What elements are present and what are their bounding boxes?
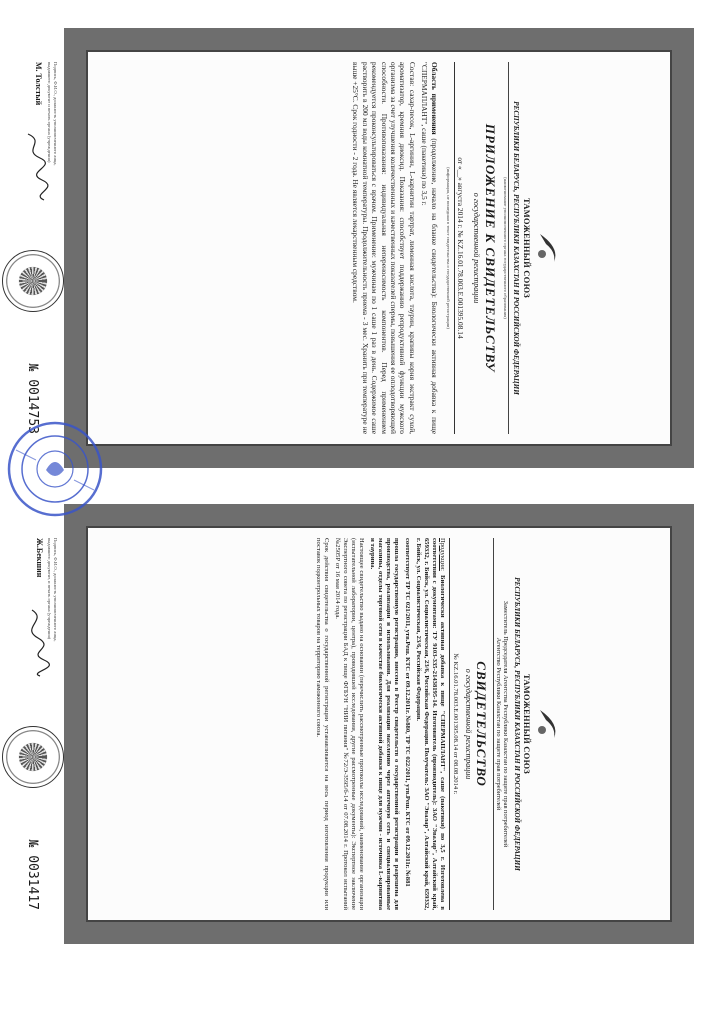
doc-subtitle: о государственной регистрации [472, 192, 482, 304]
compliance-text: соответствует ТР ТС 021/2011, утв.Реш. КТС от 09.12.2011г. №880, ТР ТС 022/2011, утв.Реш. КТС от 09.12.2011г. №881 [404, 538, 412, 887]
scope-text: (продолжение, начало на бланке свидетельства): Биологически активная добавка к пище "СПЕРМАПЛАНТ", саше (пакетики) по 3,5 г. [420, 62, 439, 434]
doc-subtitle: о государственной регистрации [463, 668, 473, 780]
doc-title: СВИДЕТЕЛЬСТВО [473, 661, 489, 787]
issuer-org-line: Агентство Республики Казахстан по защите прав потребителей [493, 538, 502, 910]
signer-name: М. Толстый [34, 62, 44, 106]
official-seal-icon [2, 250, 64, 312]
company-stamp-icon [6, 420, 104, 518]
composition-text: Состав: сахар-песок, L-аргинин, L-карнитин тартрат, лимонная кислота, таурин, крапивы корня экстракт сухой, ароматизатор, кремния диоксид. Показания: способствует поддержанию репродуктивной функции мужского организма за счет улучшения количественных и качественных показателей спермы, повышения ее оплодотворяющей способности. Противопоказания: индивидуальная непереносимость компонентов. Перед применением рекомендуется проконсультироваться с врачом. Применение: мужчинам по 1 саше 1 раз в день. Содержимое саше растворить в 200 мл воды комнатной температуры. Продолжительность приема - 3 мес. Хранить при температуре не выше +25°С. Срок годности - 2 года. Не является лекарственным средством. [351, 62, 417, 434]
basis-text: Настоящее свидетельство выдано на основании (перечислить рассмотренные протоколы исследований, наименование организации (испытательной лаборатории, центра), проводившей исследования, другие рассмотренные документы): Экспертное заключение Экспертного совета по регистрации БАД к пище ФГБУН "НИИ питания" №72/Э-3595/б-14 от 07.08.2014 г. Протокол испытаний №2505Р от 16 мая 2014 года. [333, 538, 365, 910]
date-line: от «__» августа 2014 г. № KZ.16.01.78.003.E.001395.08.14 [454, 62, 465, 434]
purpose-text: прошла государственную регистрацию, внесена в Реестр свидетельств о государственной регистрации и разрешена для производства, реализации и использования. Для реализации населению через аптечную сеть и специализированные магазины, отделы торговой сети в качестве биологически активной добавки к пище для мужчин - источника L-карнитина и таурина. [368, 538, 401, 910]
product-label: Продукция: [439, 538, 447, 571]
scope-paragraph [420, 62, 439, 434]
signature-area [0, 62, 58, 434]
signer-caption: Подпись, Ф.И.О., должность уполномоченного лица, выдавшего документ и печать органа (учреждения) [47, 62, 58, 166]
date-caption: (информация, не вошедшая в текст свидетельства о государственной регистрации) [445, 167, 451, 329]
product-text: Биологически активная добавка к пище "СПЕРМАПЛАНТ", саше (пакетики) по 3,5 г. Изготовлена в соответствии с документами: ТУ 9103-335-21438195-14. Изготовитель (производитель): ЗАО "Эвалар", Алтайский край, 659332, г. Бийск, ул. Социалистическая, 23/6, Российская Федерация. Получатель: ЗАО "Эвалар", Алтайский край, 659332, г. Бийск, ул. Социалистическая, 23/6, Российская Федерация. [415, 538, 447, 910]
product-paragraph [414, 538, 446, 910]
serial-number: № 0031417 [25, 839, 40, 910]
signer-name: Ж.Бекшин [34, 538, 44, 578]
org-title: ТАМОЖЕННЫЙ СОЮЗ [522, 673, 531, 775]
customs-union-logo-icon [534, 706, 562, 742]
authority-caption: (наименование уполномоченного органа государственного образования) [502, 62, 509, 434]
scope-label: Область применения [429, 62, 439, 135]
certificate-appendix-page [25, 28, 694, 468]
signer-caption: Подпись, Ф.И.О., должность уполномоченного лица, выдавшего документ, и печать органа (учреждения) [47, 538, 58, 642]
handwritten-signature-icon [20, 608, 50, 678]
certificate-content [0, 526, 572, 922]
signature-area [0, 538, 58, 910]
handwritten-signature-icon [20, 132, 50, 202]
appendix-content [0, 50, 572, 446]
validity-text: Срок действия свидетельства о государственной регистрации устанавливается на весь период изготовления продукции или поставок подконтрольных товаров на территорию таможенного союза. [314, 538, 330, 910]
certificate-page [25, 504, 694, 944]
org-countries: РЕСПУБЛИКИ БЕЛАРУСЬ, РЕСПУБЛИКИ КАЗАХСТАН И РОССИЙСКОЙ ФЕДЕРАЦИИ [512, 101, 521, 395]
org-title: ТАМОЖЕННЫЙ СОЮЗ [522, 197, 531, 299]
issuer-line: Заместитель Председателя Агентства Республики Казахстан по защите прав потребителей [502, 600, 510, 848]
reg-number: № KZ.16.01.78.003.E.001395.08.14 от 08.08.2014 г. [449, 538, 459, 910]
org-countries: РЕСПУБЛИКИ БЕЛАРУСЬ, РЕСПУБЛИКИ КАЗАХСТАН И РОССИЙСКОЙ ФЕДЕРАЦИИ [512, 577, 521, 871]
customs-union-logo-icon [534, 230, 562, 266]
official-seal-icon [2, 726, 64, 788]
doc-title: ПРИЛОЖЕНИЕ К СВИДЕТЕЛЬСТВУ [483, 123, 499, 373]
serial-number: № 0014753 [25, 363, 40, 434]
